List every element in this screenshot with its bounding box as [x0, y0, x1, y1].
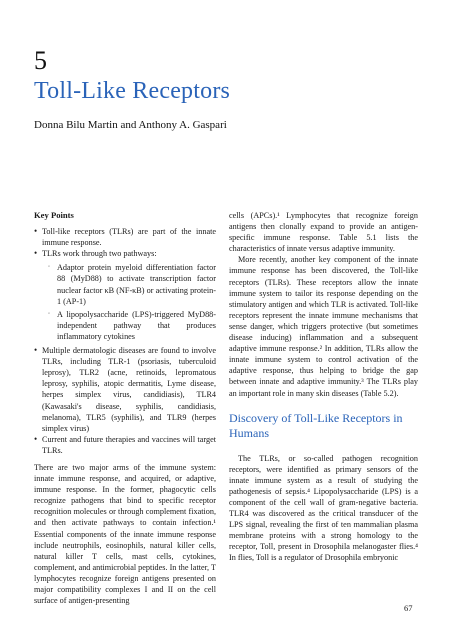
- body-paragraph: More recently, another key component of the innate immune response has been discovered, the Toll-like receptors (TLRs). These receptors allow the innate immune system to tailor its response depending on the stimulatory antigen and which TLR is activated. Toll-like receptors represent the innate immune mechanisms that sense danger, which triggers protective (but sometimes disease inducing) inflammation and a subsequent adaptive immune response.² In addition, TLRs allow the innate immune system to control activation of the adaptive response, thus helping to bridge the gap between innate and adaptive immunity.³ The TLRs play an important role in many skin diseases (Table 5.2).: [229, 255, 418, 398]
- chapter-title: Toll-Like Receptors: [34, 78, 231, 104]
- chapter-authors: Donna Bilu Martin and Anthony A. Gaspari: [34, 119, 227, 131]
- key-point-subitem: ◦ Adaptor protein myeloid differentiation factor 88 (MyD88) to activate transcription factor nuclear factor κB (NF-κB) or activating protein-1 (AP-1): [42, 262, 216, 306]
- key-points-heading: Key Points: [34, 210, 74, 220]
- key-point-sublist: [42, 262, 216, 342]
- body-paragraph: There are two major arms of the immune system: innate immune response, and acquired, or adaptive, immune response. In the former, phagocytic cells recognize pathogens that bind to specific receptor recognition molecules or through complement fixation, and then activate pathways to contain infection.¹ Essential components of the innate immune response include neutrophils, eosinophils, natural killer cells, natural killer T cells, mast cells, cytokines, complement, and antimicrobial peptides. In the latter, T lymphocytes recognize foreign antigens presented on major compatibility complexes I and II on the cell surface of antigen-presenting: [34, 462, 216, 606]
- key-point-item: [34, 248, 216, 342]
- key-point-item: • Multiple dermatologic diseases are found to involve TLRs, including TLR-1 (psoriasis, tuberculoid leprosy), TLR2 (acne, retinoids, lepromatous leprosy, syphilis, atopic dermatitis, Lyme disease, herpes simplex virus, candidiasis), TLR4 (Kawasaki's disease, syphilis, candidiasis, melanoma), TLR5 (syphilis), and TLR9 (herpes simplex virus): [34, 345, 216, 434]
- key-point-item: • Current and future therapies and vaccines will target TLRs.: [34, 434, 216, 456]
- key-point-item: • Toll-like receptors (TLRs) are part of the innate immune response.: [34, 226, 216, 248]
- chapter-number: 5: [34, 46, 47, 75]
- section-heading: Discovery of Toll-Like Receptors in Humans: [229, 410, 403, 440]
- key-point-subitem: ◦ A lipopolysaccharide (LPS)-triggered MyD88-independent pathway that produces inflammatory cytokines: [42, 309, 216, 342]
- left-column: [34, 210, 216, 606]
- body-paragraph: The TLRs, or so-called pathogen recognition receptors, were identified as primary sensors of the innate immune system as a result of studying the pathogenesis of sepsis.⁴ Lipopolysaccharide (LPS) is a component of the cell wall of gram-negative bacteria. TLR4 was discovered as the critical transducer of the LPS signal, revealing the first of ten mammalian plasma membrane proteins with a strong homology to the receptor, Toll, present in Drosophila melanogaster flies.⁴ In flies, Toll is a regulator of Drosophila embryonic: [229, 453, 418, 563]
- body-paragraph: cells (APCs).¹ Lymphocytes that recognize foreign antigens then clonally expand to provide an antigen-specific immune response. Table 5.1 lists the characteristics of innate versus adaptive immunity.: [229, 211, 418, 254]
- key-point-text: TLRs work through two pathways:: [42, 249, 157, 259]
- right-column: [229, 210, 418, 564]
- key-points-list: [34, 226, 216, 456]
- page-number: 67: [404, 603, 413, 613]
